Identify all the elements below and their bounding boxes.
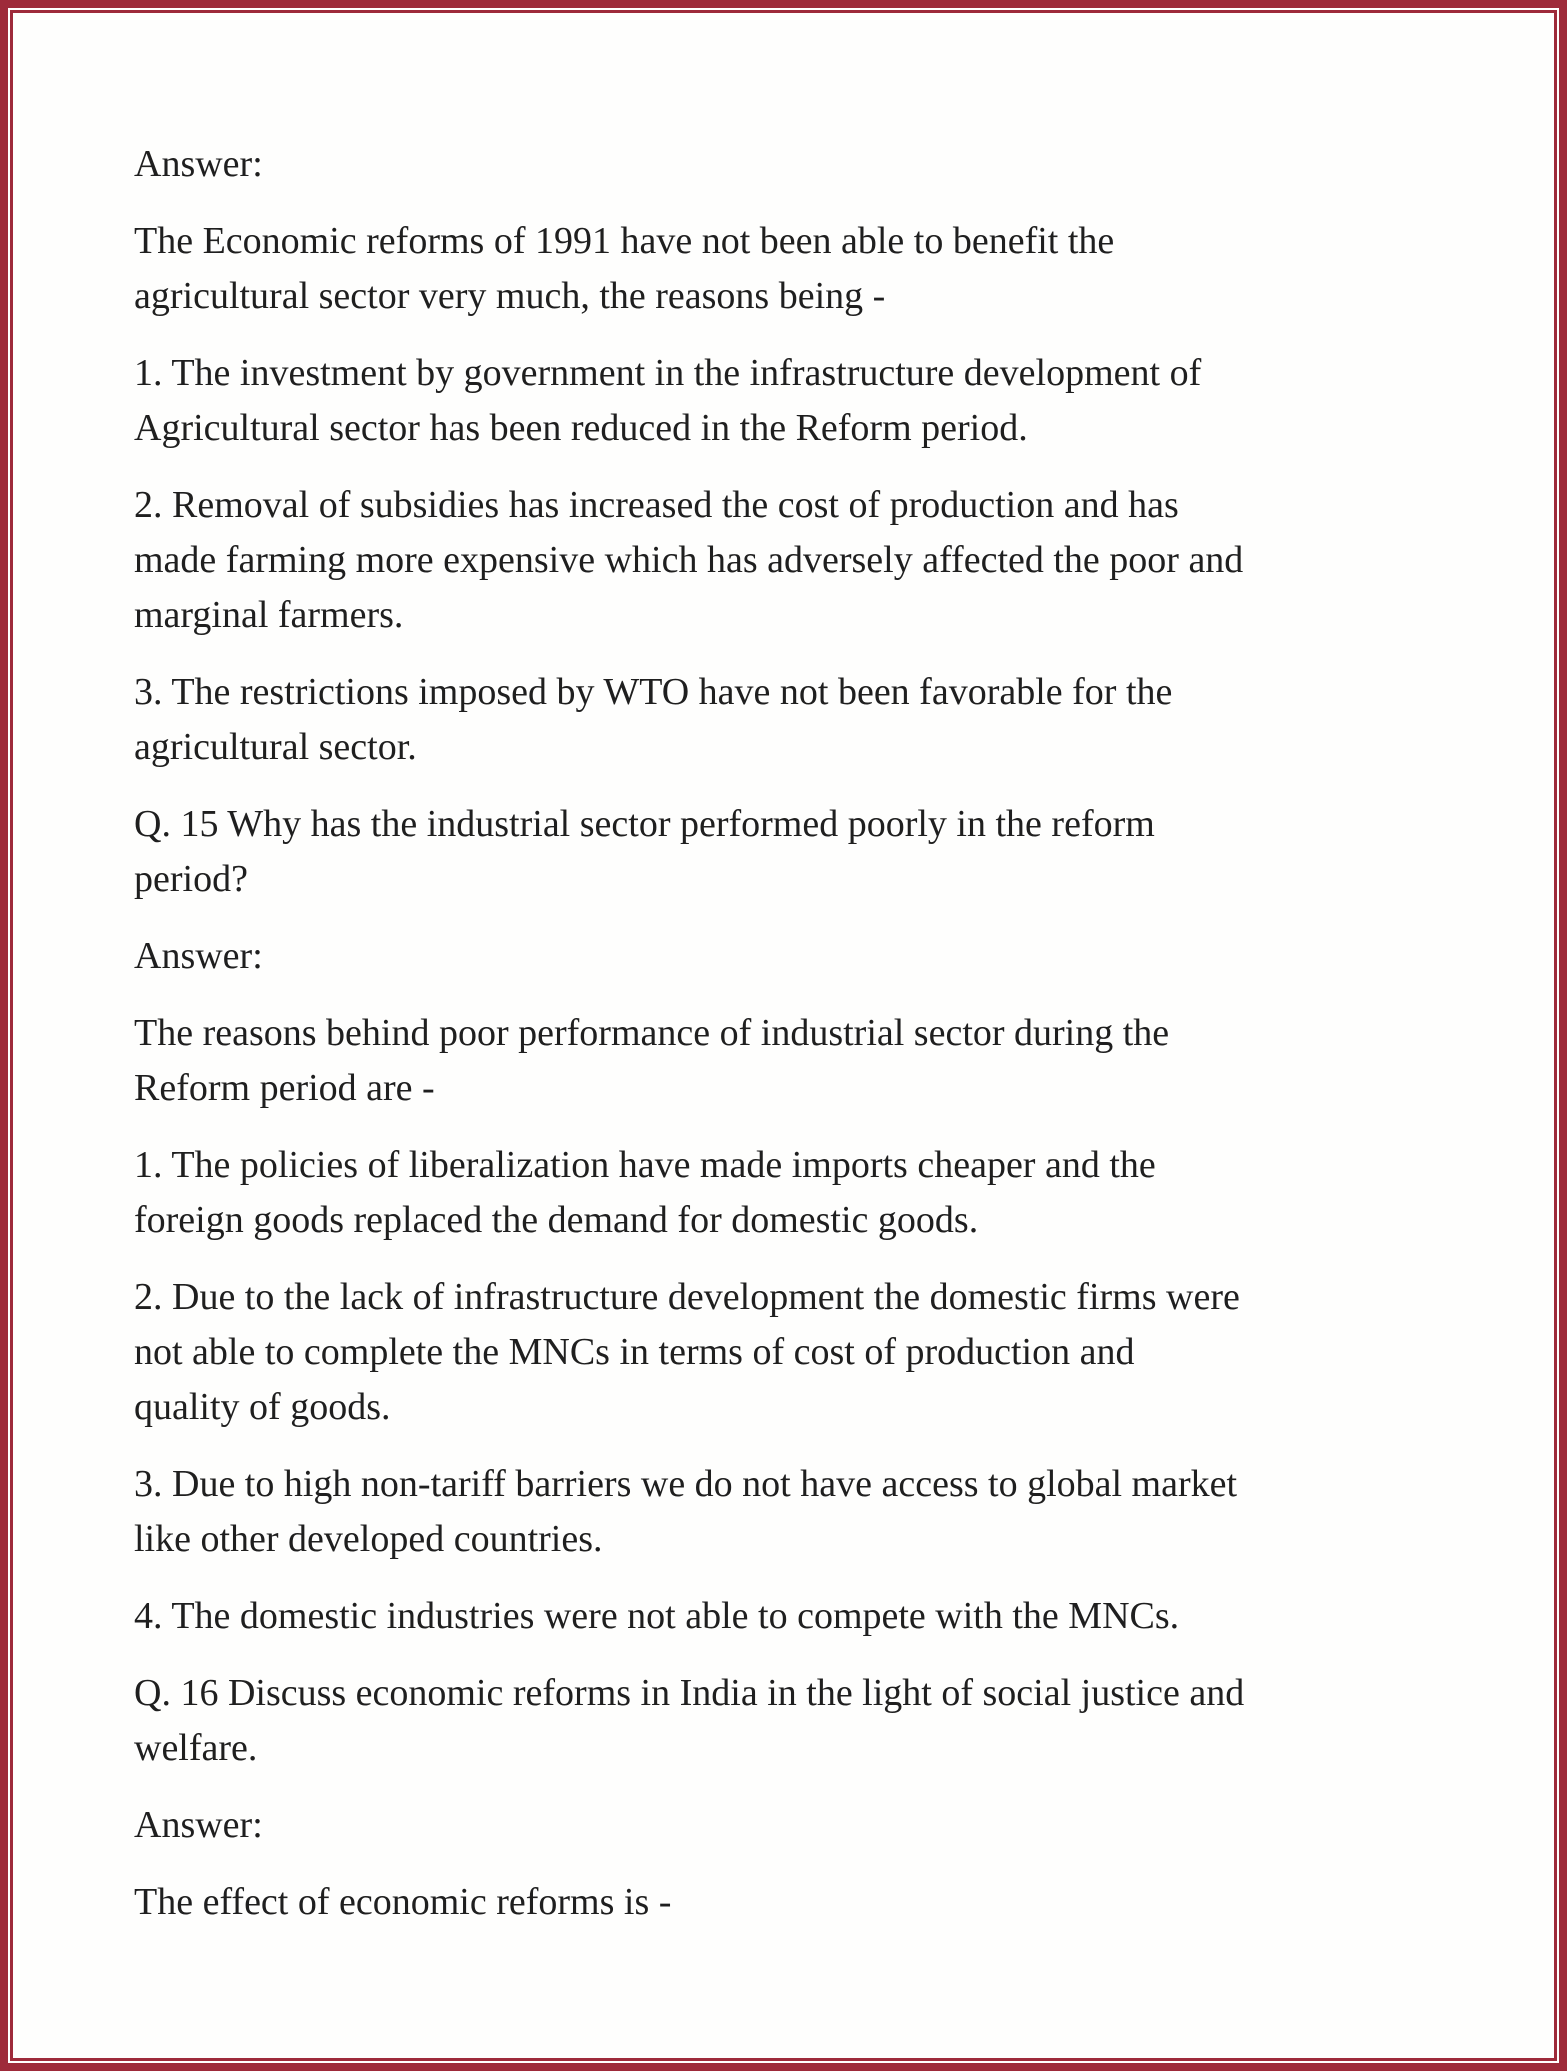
paragraph [134, 1006, 1514, 1116]
list-item [134, 346, 1514, 456]
text-line: 3. The restrictions imposed by WTO have not been favorable for the [134, 671, 1173, 713]
answer-heading [134, 929, 1514, 984]
text-line: 2. Due to the lack of infrastructure development the domestic firms were [134, 1276, 1240, 1318]
list-item [134, 665, 1514, 775]
list-item [134, 1589, 1514, 1644]
list-item [134, 1270, 1514, 1435]
text-line: Answer: [134, 935, 263, 977]
question-text [134, 1666, 1514, 1776]
text-line: 2. Removal of subsidies has increased the cost of production and has [134, 484, 1179, 526]
list-item [134, 1457, 1514, 1567]
paragraph [134, 214, 1514, 324]
text-line: not able to complete the MNCs in terms of cost of production and [134, 1331, 1135, 1373]
text-line: quality of goods. [134, 1386, 391, 1428]
answer-heading [134, 1798, 1514, 1853]
text-line: welfare. [134, 1727, 258, 1769]
text-line: agricultural sector. [134, 726, 417, 768]
text-line: made farming more expensive which has adversely affected the poor and [134, 539, 1244, 581]
answer-heading [134, 137, 1514, 192]
paragraph [134, 1875, 1514, 1930]
list-item [134, 1138, 1514, 1248]
text-line: period? [134, 858, 248, 900]
text-line: The reasons behind poor performance of industrial sector during the [134, 1012, 1170, 1054]
text-line: marginal farmers. [134, 594, 404, 636]
list-item [134, 478, 1514, 643]
text-line: 4. The domestic industries were not able to compete with the MNCs. [134, 1595, 1180, 1637]
text-line: like other developed countries. [134, 1518, 603, 1560]
text-line: 1. The investment by government in the infrastructure development of [134, 352, 1202, 394]
text-line: Agricultural sector has been reduced in the Reform period. [134, 407, 1028, 449]
text-line: Reform period are - [134, 1067, 435, 1109]
text-line: 1. The policies of liberalization have made imports cheaper and the [134, 1144, 1156, 1186]
text-line: The effect of economic reforms is - [134, 1881, 672, 1923]
document-body [134, 137, 1514, 1952]
question-text [134, 797, 1514, 907]
text-line: foreign goods replaced the demand for domestic goods. [134, 1199, 979, 1241]
text-line: Q. 15 Why has the industrial sector performed poorly in the reform [134, 803, 1155, 845]
text-line: The Economic reforms of 1991 have not been able to benefit the [134, 220, 1115, 262]
text-line: Q. 16 Discuss economic reforms in India in the light of social justice and [134, 1672, 1245, 1714]
text-line: agricultural sector very much, the reasons being - [134, 275, 886, 317]
text-line: Answer: [134, 143, 263, 185]
text-line: Answer: [134, 1804, 263, 1846]
text-line: 3. Due to high non-tariff barriers we do not have access to global market [134, 1463, 1238, 1505]
